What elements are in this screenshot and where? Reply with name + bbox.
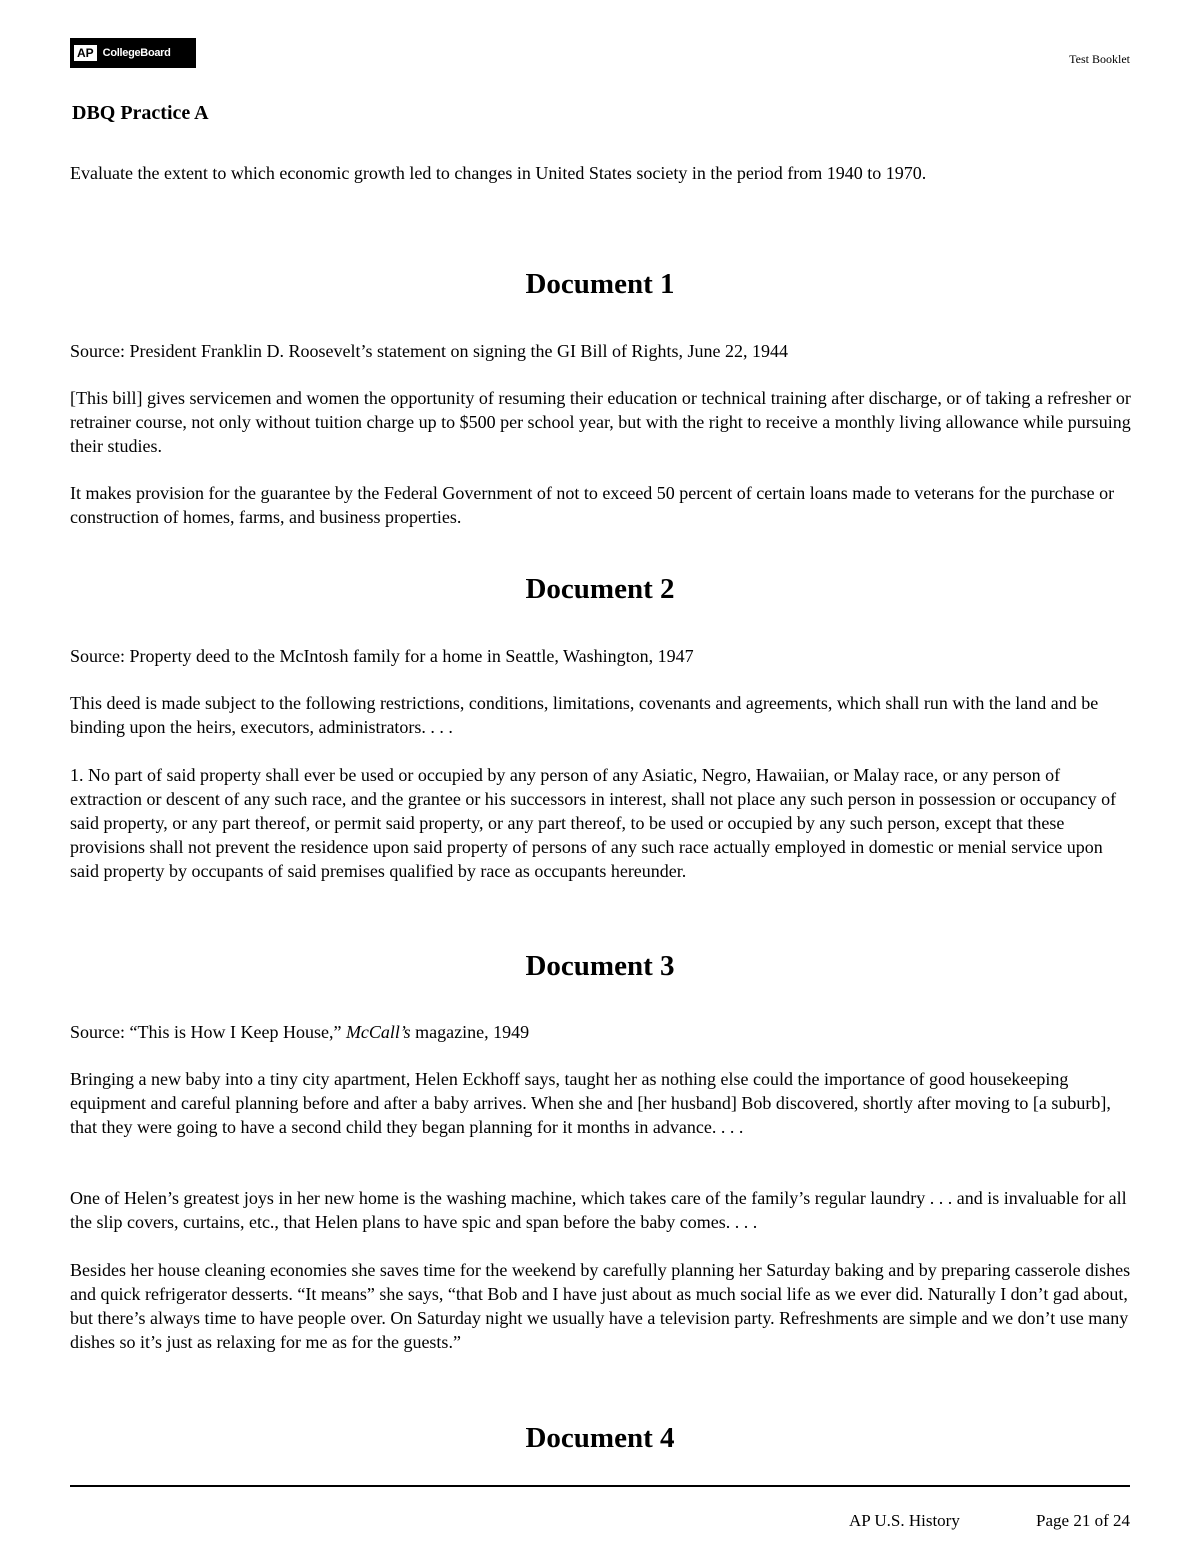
document-3-source: [70, 1020, 1132, 1044]
booklet-label: Test Booklet: [1069, 52, 1130, 66]
document-3-paragraph-1: Bringing a new baby into a tiny city apartment, Helen Eckhoff says, taught her as nothing else could the importance of good housekeeping equipment and careful planning before and after a baby arrives. When she and [her husband] Bob discovered, shortly after moving to [a suburb], that they were going to have a second child they began planning for it months in advance. . . .: [70, 1069, 1111, 1137]
document-1-paragraph-1: [This bill] gives servicemen and women the opportunity of resuming their education or technical training after discharge, or of taking a refresher or retrainer course, not only without tuition charge up to $500 per school year, but with the right to receive a monthly living allowance while pursuing their studies.: [70, 388, 1131, 456]
document-3-source-publication: McCall’s: [345, 1022, 411, 1042]
document-2-source: Source: Property deed to the McIntosh family for a home in Seattle, Washington, 1947: [70, 646, 694, 666]
document-3-paragraph-2: One of Helen’s greatest joys in her new home is the washing machine, which takes care of the family’s regular laundry . . . and is invaluable for all the slip covers, curtains, etc., that Helen plans to have spic and span before the baby comes. . . .: [70, 1188, 1127, 1232]
page-title: DBQ Practice A: [72, 102, 209, 124]
footer-subject: AP U.S. History: [849, 1511, 960, 1530]
document-3-heading: Document 3: [525, 950, 675, 982]
document-1-paragraph-2: It makes provision for the guarantee by the Federal Government of not to exceed 50 percent of certain loans made to veterans for the purchase or construction of homes, farms, and business properties.: [70, 483, 1115, 527]
footer-page-number: Page 21 of 24: [1036, 1511, 1130, 1530]
document-2-heading: Document 2: [525, 573, 675, 605]
test-booklet-page: [70, 0, 1130, 1553]
collegeboard-logo-text: CollegeBoard: [102, 47, 171, 59]
document-4-heading: Document 4: [525, 1422, 675, 1454]
footer-divider: [70, 1485, 1130, 1487]
document-1-source: Source: President Franklin D. Roosevelt’s statement on signing the GI Bill of Rights, June 22, 1944: [70, 341, 788, 361]
document-1-heading: Document 1: [525, 268, 675, 300]
document-3-source-suffix: magazine, 1949: [410, 1022, 530, 1042]
ap-logo-mark: AP: [74, 45, 97, 61]
document-2-paragraph-1: This deed is made subject to the following restrictions, conditions, limitations, covenants and agreements, which shall run with the land and be binding upon the heirs, executors, administrators. . . .: [70, 693, 1099, 737]
document-3-source-prefix: Source: “This is How I Keep House,”: [70, 1022, 346, 1042]
question-prompt: Evaluate the extent to which economic growth led to changes in United States society in the period from 1940 to 1970.: [70, 163, 927, 183]
ap-collegeboard-logo: [70, 38, 196, 68]
document-2-paragraph-2: 1. No part of said property shall ever be used or occupied by any person of any Asiatic, Negro, Hawaiian, or Malay race, or any person of extraction or descent of any such race, and the grantee or his successors in interest, shall not place any such person in possession or occupancy of said property, or any part thereof, or permit said property, or any part thereof, to be used or occupied by any such person, except that these provisions shall not prevent the residence upon said property of persons of any such race actually employed in domestic or menial service upon said property by occupants of said premises qualified by race as occupants hereunder.: [70, 765, 1117, 881]
document-3-paragraph-3: Besides her house cleaning economies she saves time for the weekend by carefully planning her Saturday baking and by preparing casserole dishes and quick refrigerator desserts. “It means” she says, “that Bob and I have just about as much social life as we ever did. Naturally I don’t gad about, but there’s always time to have people over. On Saturday night we usually have a television party. Refreshments are simple and we don’t use many dishes so it’s just as relaxing for me as for the guests.”: [70, 1260, 1131, 1352]
